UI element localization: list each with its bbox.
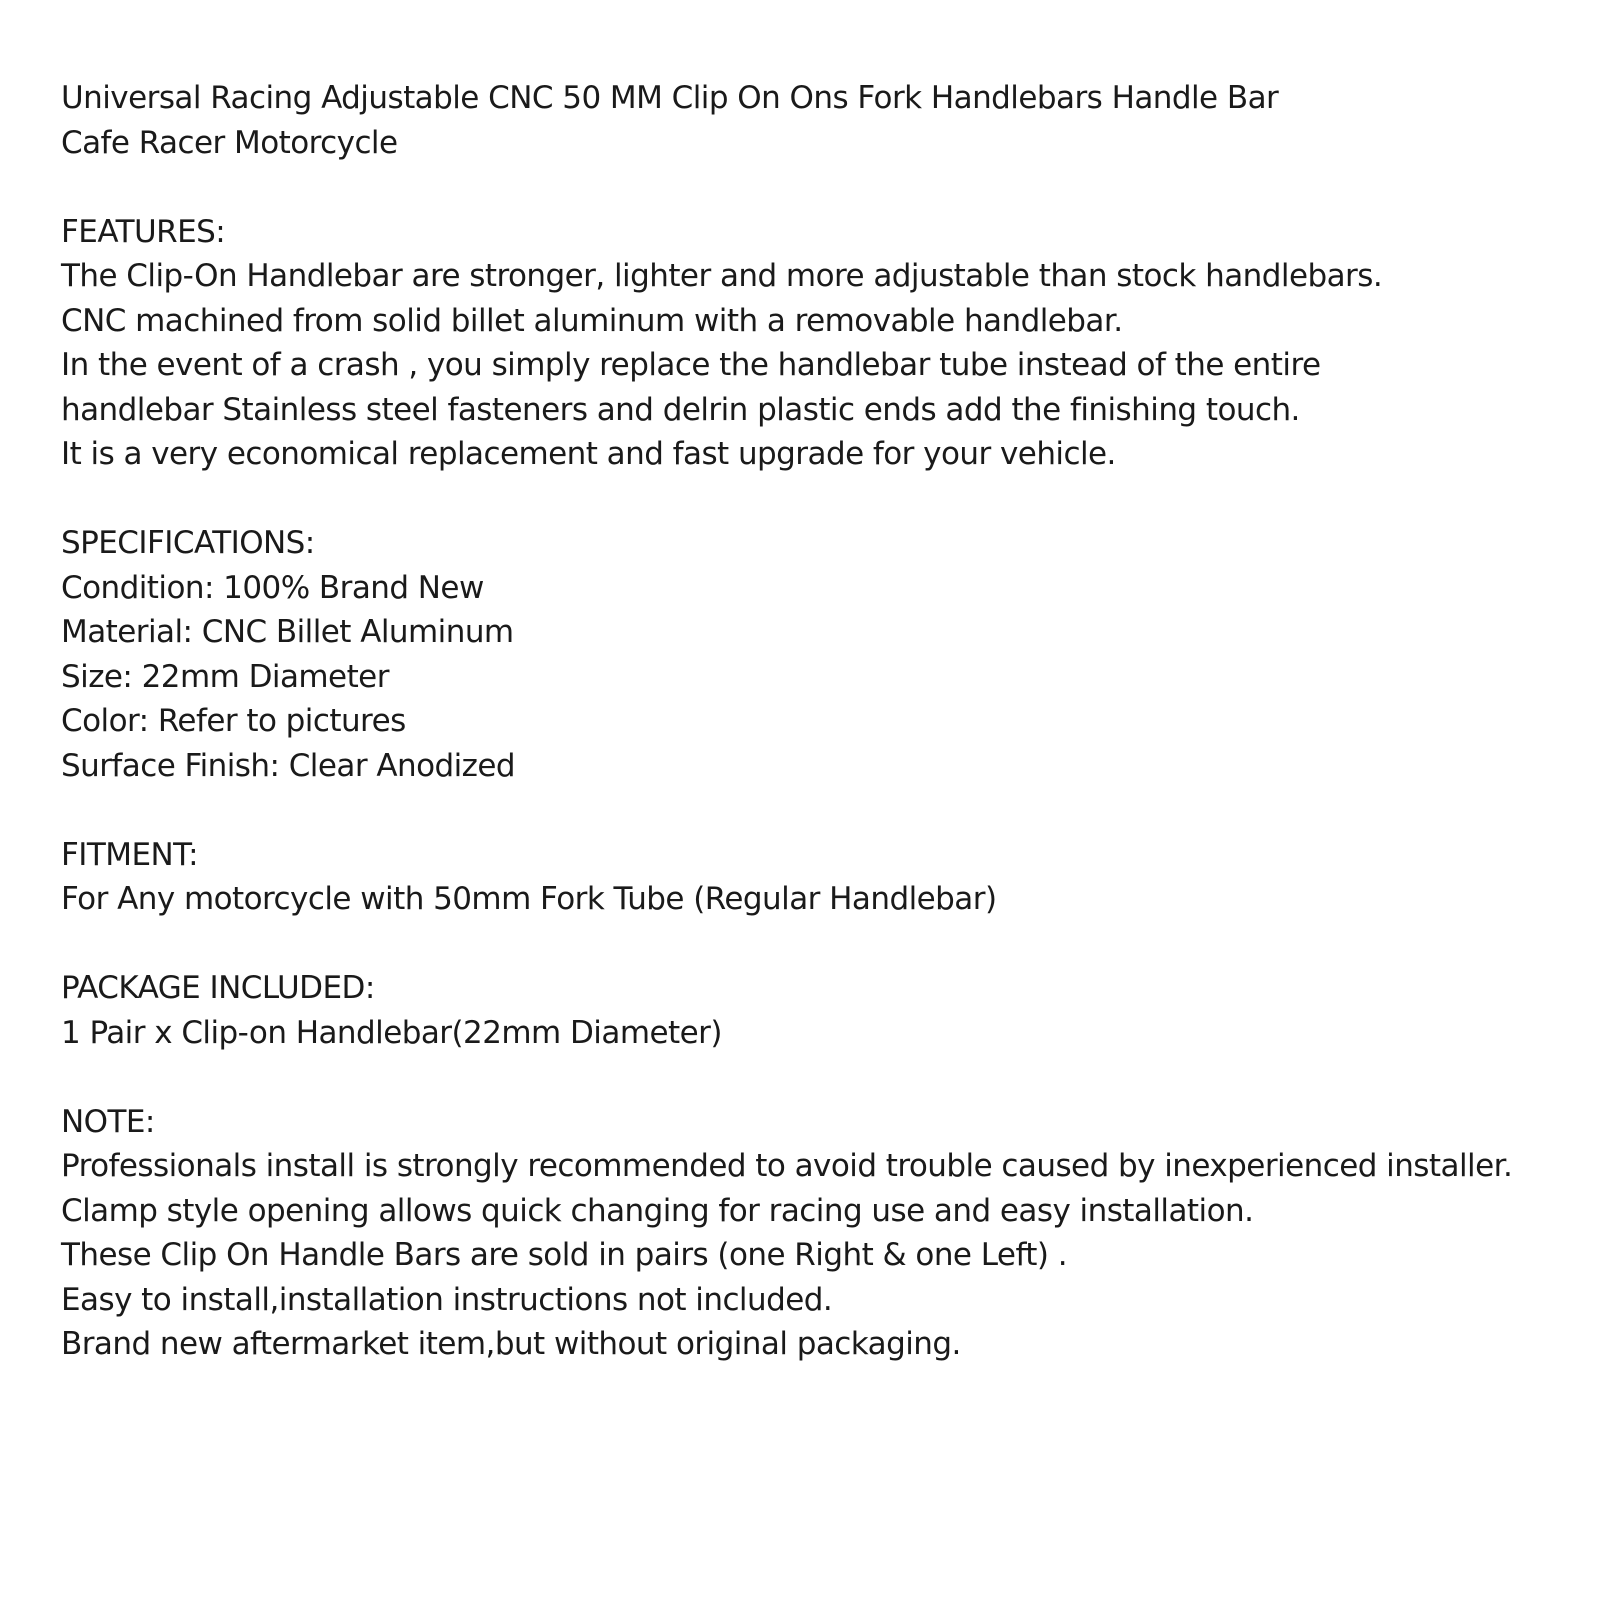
note-heading: NOTE:: [61, 1103, 155, 1140]
specifications-heading: SPECIFICATIONS:: [61, 525, 315, 561]
spacer: [61, 1055, 1591, 1100]
package-heading: PACKAGE INCLUDED:: [61, 970, 375, 1006]
note-line: These Clip On Handle Bars are sold in pairs (one Right & one Left) .: [61, 1237, 1068, 1273]
features-heading: FEATURES:: [61, 213, 226, 250]
product-title-line-1: Universal Racing Adjustable CNC 50 MM Clip On Ons Fork Handlebars Handle Bar: [61, 80, 1279, 116]
spacer: [61, 165, 1591, 210]
fitment-heading: FITMENT:: [61, 836, 199, 873]
note-line: Brand new aftermarket item,but without original packaging.: [61, 1326, 961, 1362]
spacer: [61, 922, 1591, 967]
product-title-line-2: Cafe Racer Motorcycle: [61, 124, 398, 161]
note-line: Clamp style opening allows quick changing for racing use and easy installation.: [61, 1192, 1254, 1229]
features-line: It is a very economical replacement and fast upgrade for your vehicle.: [61, 436, 1116, 472]
spec-size: Size: 22mm Diameter: [61, 658, 389, 695]
fitment-line: For Any motorcycle with 50mm Fork Tube (Regular Handlebar): [61, 881, 997, 917]
package-line: 1 Pair x Clip-on Handlebar(22mm Diameter): [61, 1014, 722, 1051]
features-line: CNC machined from solid billet aluminum with a removable handlebar.: [61, 302, 1123, 339]
features-line: The Clip-On Handlebar are stronger, lighter and more adjustable than stock handlebars.: [61, 258, 1383, 294]
spacer: [61, 788, 1591, 833]
product-description: [61, 76, 1591, 1367]
spec-material: Material: CNC Billet Aluminum: [61, 614, 514, 650]
spec-color: Color: Refer to pictures: [61, 703, 406, 739]
spacer: [61, 477, 1591, 522]
features-line: handlebar Stainless steel fasteners and delrin plastic ends add the finishing touch.: [61, 391, 1300, 428]
features-line: In the event of a crash , you simply replace the handlebar tube instead of the entire: [61, 347, 1321, 383]
note-line: Professionals install is strongly recommended to avoid trouble caused by inexperienced installer.: [61, 1148, 1513, 1184]
note-line: Easy to install,installation instructions not included.: [61, 1281, 833, 1318]
spec-condition: Condition: 100% Brand New: [61, 569, 484, 606]
spec-surface-finish: Surface Finish: Clear Anodized: [61, 747, 516, 784]
